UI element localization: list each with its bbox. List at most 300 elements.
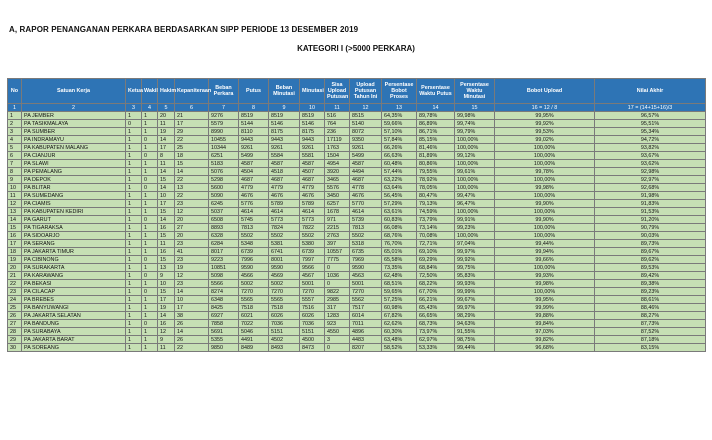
table-cell: 99,94% [495,248,595,256]
table-cell: 1 [126,240,142,248]
table-cell: 22 [8,280,22,288]
table-cell: 57,44% [382,168,417,176]
unit-name-cell: PA SIDOARJO [22,232,126,240]
table-cell: 6014 [350,312,382,320]
column-header: Ketua [126,79,142,104]
table-cell: 98,75% [455,336,495,344]
table-row [8,256,706,264]
unit-name-cell: PA CIANJUR [22,152,126,160]
table-cell: 27 [175,224,209,232]
table-cell: 4494 [350,168,382,176]
table-cell: 4687 [239,176,269,184]
table-cell: 8489 [239,344,269,352]
table-cell: 100,00% [455,232,495,240]
table-cell: 5773 [300,216,325,224]
table-cell: 10 [8,184,22,192]
table-cell: 19 [8,256,22,264]
column-header: Kepaniteraan [175,79,209,104]
table-cell: 9822 [325,288,350,296]
table-cell: 53,33% [417,344,455,352]
table-cell: 23 [175,256,209,264]
table-cell: 29 [8,336,22,344]
table-cell: 99,93% [455,280,495,288]
table-cell: 7813 [239,224,269,232]
unit-name-cell: PA PEMALANG [22,168,126,176]
table-cell: 22 [175,176,209,184]
table-cell: 99,98% [495,280,595,288]
table-cell: 8519 [300,112,325,120]
table-cell: 12 [175,272,209,280]
table-cell: 9443 [239,136,269,144]
table-cell: 5355 [209,336,239,344]
table-cell: 8017 [209,248,239,256]
table-cell: 1 [126,168,142,176]
table-row [8,128,706,136]
table-cell: 100,00% [495,160,595,168]
column-header: Persentase Bobot Proses [382,79,417,104]
table-cell: 99,98% [455,112,495,120]
table-cell: 5770 [350,200,382,208]
table-cell: 5001 [350,280,382,288]
unit-name-cell: PA SUMBER [22,128,126,136]
table-cell: 11 [8,192,22,200]
table-cell: 89,38% [595,280,706,288]
table-row [8,224,706,232]
table-cell: 9 [158,272,175,280]
table-cell: 63,61% [382,208,417,216]
table-cell: 63,22% [382,176,417,184]
table-cell: 7036 [269,320,300,328]
unit-name-cell: PA JAKARTA BARAT [22,336,126,344]
unit-name-cell: PA GARUT [22,216,126,224]
unit-name-cell: PA SLAWI [22,160,126,168]
unit-name-cell: PA JAKARTA SELATAN [22,312,126,320]
table-cell: 7969 [350,256,382,264]
table-cell: 87,73% [595,320,706,328]
table-cell: 81,46% [417,144,455,152]
table-cell: 1 [142,232,158,240]
table-cell: 9350 [350,136,382,144]
column-number: 15 [455,104,495,112]
table-cell: 78,92% [417,176,455,184]
table-cell: 21 [8,272,22,280]
table-cell: 1 [142,168,158,176]
table-cell: 13 [175,184,209,192]
table-cell: 4614 [269,208,300,216]
table-cell: 9 [158,336,175,344]
table-row [8,240,706,248]
table-cell: 90,03% [595,232,706,240]
table-cell: 57,10% [382,128,417,136]
table-cell: 5576 [325,184,350,192]
table-cell: 7518 [269,304,300,312]
table-cell: 1 [126,344,142,352]
table-cell: 5146 [269,120,300,128]
table-cell: 8473 [300,344,325,352]
table-cell: 97,04% [455,240,495,248]
table-cell: 0 [325,264,350,272]
table-cell: 7516 [300,304,325,312]
column-header: Sisa Upload Putusan [325,79,350,104]
unit-name-cell: PA TASIKMALAYA [22,120,126,128]
table-cell: 8493 [269,344,300,352]
table-cell: 5566 [209,280,239,288]
table-cell: 5144 [239,120,269,128]
table-cell: 88,61% [595,296,706,304]
table-cell: 1 [142,264,158,272]
table-cell: 89,67% [595,248,706,256]
unit-name-cell: PA CIBINONG [22,256,126,264]
table-cell: 19 [158,128,175,136]
unit-name-cell: PA SERANG [22,240,126,248]
table-cell: 1 [126,320,142,328]
table-cell: 62,97% [417,336,455,344]
table-cell: 4676 [269,192,300,200]
table-cell: 73,79% [417,216,455,224]
table-cell: 1 [126,192,142,200]
table-cell: 5581 [300,152,325,160]
header-row [8,79,706,104]
table-cell: 70,08% [417,232,455,240]
table-cell: 14 [175,288,209,296]
table-cell: 0 [142,288,158,296]
table-cell: 8 [8,168,22,176]
table-cell: 67,82% [382,312,417,320]
table-cell: 41 [175,248,209,256]
table-cell: 2763 [325,232,350,240]
table-cell: 5002 [269,280,300,288]
table-cell: 11 [158,120,175,128]
table-cell: 93,82% [595,144,706,152]
table-cell: 15 [158,232,175,240]
table-cell: 1 [126,128,142,136]
table-cell: 16 [158,320,175,328]
table-cell: 1 [126,208,142,216]
table-cell: 7036 [300,320,325,328]
table-cell: 5502 [269,232,300,240]
table-cell: 6021 [239,312,269,320]
table-cell: 73,97% [417,328,455,336]
table-cell: 87,52% [595,328,706,336]
table-cell: 4483 [350,336,382,344]
table-cell: 6927 [209,312,239,320]
table-cell: 5001 [300,280,325,288]
unit-name-cell: PA KABUPATEN KEDIRI [22,208,126,216]
table-cell: 7518 [239,304,269,312]
table-cell: 6735 [350,248,382,256]
table-cell: 1 [126,176,142,184]
table-cell: 100,00% [495,152,595,160]
table-cell: 7858 [209,320,239,328]
table-cell: 9443 [300,136,325,144]
table-cell: 4587 [300,160,325,168]
table-cell: 25 [175,144,209,152]
table-cell: 8110 [239,128,269,136]
table-cell: 100,00% [495,288,595,296]
table-cell: 94,63% [455,320,495,328]
table-cell: 28 [8,328,22,336]
table-cell: 5090 [209,192,239,200]
table-cell: 5691 [209,328,239,336]
table-cell: 16 [158,248,175,256]
table-cell: 5565 [269,296,300,304]
table-cell: 91,53% [595,208,706,216]
table-cell: 4687 [269,176,300,184]
table-cell: 8001 [269,256,300,264]
table-cell: 12 [8,200,22,208]
table-cell: 923 [325,320,350,328]
table-cell: 19 [158,304,175,312]
table-cell: 25 [8,304,22,312]
column-number: 16 = 12 / 8 [495,104,595,112]
table-cell: 8893 [209,224,239,232]
table-cell: 99,61% [455,168,495,176]
table-cell: 15 [175,160,209,168]
table-cell: 6284 [209,240,239,248]
table-cell: 100,00% [495,232,595,240]
table-cell: 5380 [300,240,325,248]
table-cell: 66,21% [417,296,455,304]
table-cell: 4614 [300,208,325,216]
table-cell: 97,03% [495,328,595,336]
table-cell: 6739 [300,248,325,256]
table-cell: 73,14% [417,224,455,232]
table-cell: 1 [126,256,142,264]
table-cell: 6026 [300,312,325,320]
table-cell: 79,55% [417,168,455,176]
table-cell: 10455 [209,136,239,144]
table-cell: 20 [158,112,175,120]
table-cell: 99,95% [495,296,595,304]
table-cell: 1 [142,304,158,312]
table-row [8,296,706,304]
table-cell: 7996 [239,256,269,264]
table-cell: 80,86% [417,160,455,168]
column-number: 11 [325,104,350,112]
table-cell: 15 [158,256,175,264]
table-cell: 0 [142,152,158,160]
table-cell: 67,70% [417,288,455,296]
table-cell: 8072 [350,128,382,136]
table-cell: 1 [142,344,158,352]
column-number: 7 [209,104,239,112]
table-cell: 7270 [239,288,269,296]
table-row [8,272,706,280]
table-row [8,120,706,128]
table-cell: 4563 [350,272,382,280]
table-row [8,320,706,328]
table-cell: 85,15% [417,136,455,144]
table-cell: 100,00% [455,136,495,144]
table-cell: 20 [8,264,22,272]
table-cell: 99,99% [455,288,495,296]
table-cell: 5745 [239,216,269,224]
table-cell: 9566 [300,264,325,272]
unit-name-cell: PA SUMEDANG [22,192,126,200]
unit-name-cell: PA BREBES [22,296,126,304]
table-cell: 17 [158,296,175,304]
table-cell: 4614 [350,208,382,216]
table-cell: 99,90% [495,200,595,208]
table-cell: 100,00% [495,176,595,184]
table-cell: 0 [325,344,350,352]
table-cell: 4779 [239,184,269,192]
table-cell: 10851 [209,264,239,272]
table-cell: 6026 [269,312,300,320]
table-cell: 9443 [269,136,300,144]
table-cell: 1 [126,264,142,272]
table-cell: 99,97% [455,304,495,312]
table-cell: 17 [158,144,175,152]
table-cell: 8207 [350,344,382,352]
table-cell: 60,48% [382,160,417,168]
column-header: Hakim [158,79,175,104]
table-cell: 89,73% [595,240,706,248]
column-header: Satuan Kerja [22,79,126,104]
table-cell: 93,62% [595,160,706,168]
table-cell: 66,65% [417,312,455,320]
table-cell: 4687 [300,176,325,184]
table-cell: 5502 [350,232,382,240]
table-cell: 5579 [209,120,239,128]
table-cell: 1 [126,280,142,288]
column-header: No [8,79,22,104]
table-cell: 99,99% [495,304,595,312]
table-cell: 99,74% [455,120,495,128]
table-cell: 8 [158,152,175,160]
table-cell: 14 [158,136,175,144]
table-cell: 9590 [239,264,269,272]
table-row [8,312,706,320]
table-cell: 13 [8,208,22,216]
unit-name-cell: PA BANYUWANGI [22,304,126,312]
table-cell: 57,29% [382,200,417,208]
table-cell: 6245 [209,200,239,208]
table-cell: 9261 [239,144,269,152]
table-cell: 1 [126,336,142,344]
unit-name-cell: PA SOREANG [22,344,126,352]
unit-name-cell: PA BEKASI [22,280,126,288]
table-cell: 1 [142,296,158,304]
table-cell: 20 [175,232,209,240]
table-cell: 60,83% [382,216,417,224]
table-row [8,144,706,152]
table-cell: 7 [8,160,22,168]
table-cell: 91,20% [595,216,706,224]
table-cell: 236 [325,128,350,136]
table-row [8,176,706,184]
table-cell: 7822 [300,224,325,232]
table-cell: 4779 [300,184,325,192]
table-cell: 5557 [300,296,325,304]
table-cell: 1 [142,128,158,136]
table-cell: 68,84% [417,264,455,272]
unit-name-cell: PA JAKARTA TIMUR [22,248,126,256]
table-cell: 99,44% [455,344,495,352]
table-cell: 5046 [239,328,269,336]
table-cell: 62,62% [382,320,417,328]
table-row [8,336,706,344]
table-cell: 2 [8,120,22,128]
table-cell: 7011 [350,320,382,328]
table-cell: 5037 [209,208,239,216]
table-cell: 23 [175,200,209,208]
table-cell: 4587 [269,160,300,168]
table-cell: 92,98% [595,168,706,176]
table-row [8,112,706,120]
column-header: Beban Perkara [209,79,239,104]
table-cell: 18 [175,152,209,160]
table-cell: 5499 [350,152,382,160]
table-cell: 14 [175,168,209,176]
table-cell: 0 [142,176,158,184]
table-cell: 10 [158,280,175,288]
table-cell: 5298 [209,176,239,184]
table-cell: 1 [126,272,142,280]
unit-name-cell: PA JEMBER [22,112,126,120]
table-cell: 65,43% [417,304,455,312]
table-cell: 397 [325,240,350,248]
table-cell: 6257 [325,200,350,208]
table-cell: 83,15% [595,344,706,352]
table-cell: 1 [142,312,158,320]
table-body [8,112,706,352]
table-cell: 5600 [209,184,239,192]
table-cell: 1 [142,280,158,288]
table-cell: 4587 [239,160,269,168]
table-cell: 4896 [350,328,382,336]
table-cell: 1 [142,160,158,168]
table-cell: 6741 [269,248,300,256]
table-cell: 8175 [269,128,300,136]
unit-name-cell: PA INDRAMAYU [22,136,126,144]
table-cell: 3 [325,336,350,344]
table-cell: 9261 [269,144,300,152]
table-cell: 1504 [325,152,350,160]
table-row [8,344,706,352]
table-cell: 79,13% [417,200,455,208]
table-cell: 17 [175,304,209,312]
table-cell: 99,47% [455,192,495,200]
table-cell: 1 [142,120,158,128]
table-cell: 17 [158,200,175,208]
table-cell: 10557 [325,248,350,256]
table-cell: 7997 [300,256,325,264]
table-row [8,200,706,208]
table-cell: 60,30% [382,328,417,336]
table-cell: 20 [175,216,209,224]
table-cell: 66,08% [382,224,417,232]
table-cell: 96,68% [495,344,595,352]
table-cell: 21 [175,112,209,120]
table-cell: 7824 [269,224,300,232]
table-cell: 4676 [350,192,382,200]
column-number: 17 = (14+15+16)/3 [595,104,706,112]
table-cell: 8425 [209,304,239,312]
table-cell: 0 [142,272,158,280]
table-cell: 5789 [269,200,300,208]
table-cell: 73,35% [382,264,417,272]
table-cell: 9850 [209,344,239,352]
table-cell: 99,12% [455,152,495,160]
column-header: Persentase Waktu Putus [417,79,455,104]
table-cell: 99,92% [495,120,595,128]
table-cell: 5502 [300,232,325,240]
table-cell: 1036 [325,272,350,280]
table-cell: 0 [142,320,158,328]
table-cell: 0 [325,280,350,288]
table-cell: 5739 [350,216,382,224]
